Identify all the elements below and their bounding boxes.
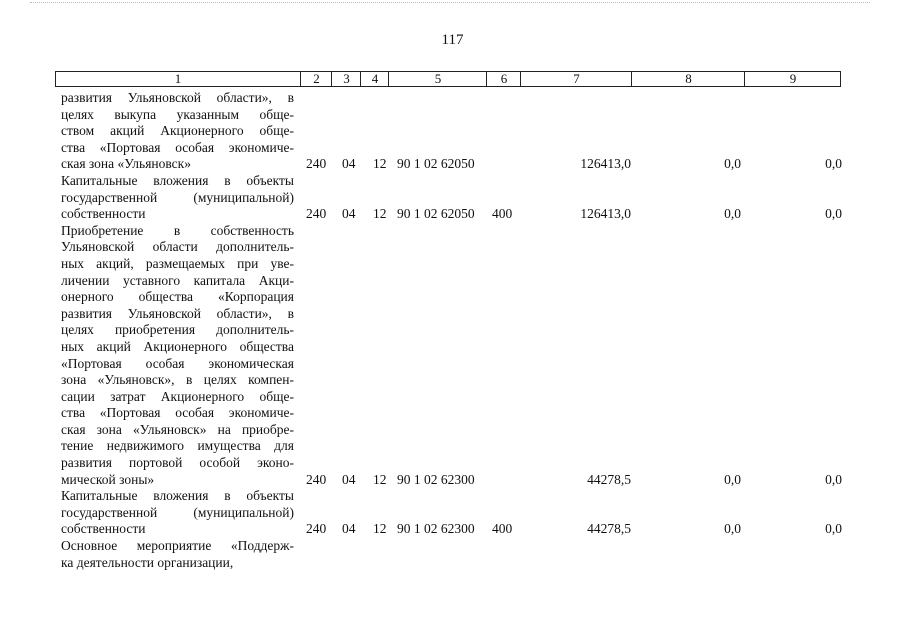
cell-col-2: 240 [306,471,327,487]
cell-col-7: 126413,0 [580,156,631,172]
description-line: ства «Портовая особая экономиче- [61,139,294,155]
description-line: развития Ульяновской области», в [61,305,294,321]
cell-col-5: 90 1 02 62050 [397,156,475,172]
cell-col-4: 12 [373,156,387,172]
cell-col-7: 44278,5 [587,521,631,537]
scan-edge-noise [30,2,870,4]
table-row [61,173,851,223]
cell-col-4: 12 [373,471,387,487]
description-line: развития Ульяновской области», в [61,90,294,105]
header-col-3: 3 [331,72,361,86]
description-line: государственной (муниципальной) [61,189,294,205]
description-line: Основное мероприятие «Поддерж- [61,538,294,554]
header-col-6: 6 [486,72,521,86]
cell-col-9: 0,0 [825,521,842,537]
row-description [61,488,294,538]
description-line: сации затрат Акционерного обще- [61,388,294,404]
cell-col-5: 90 1 02 62050 [397,206,475,222]
cell-col-3: 04 [342,521,356,537]
cell-col-9: 0,0 [825,156,842,172]
description-line: «Портовая особая экономическая [61,355,294,371]
cell-col-8: 0,0 [724,206,741,222]
description-line: онерного общества «Корпорация [61,289,294,305]
cell-col-8: 0,0 [724,471,741,487]
row-description [61,223,294,489]
description-line: собственности [61,521,146,537]
table-row [61,488,851,538]
cell-col-2: 240 [306,156,327,172]
cell-col-4: 12 [373,521,387,537]
description-line: ных акций, размещаемых при уве- [61,255,294,271]
table-row [61,538,851,571]
description-line: зона «Ульяновск», в целях компен- [61,372,294,388]
cell-col-9: 0,0 [825,206,842,222]
description-line: развития портовой особой эконо- [61,455,294,471]
description-line: ская зона «Ульяновск» [61,156,191,172]
row-description [61,90,294,173]
cell-col-6: 400 [492,206,513,222]
description-line: целях приобретения дополнитель- [61,322,294,338]
row-description [61,538,294,571]
cell-col-5: 90 1 02 62300 [397,521,475,537]
table-body [61,90,851,571]
cell-col-2: 240 [306,206,327,222]
description-line: государственной (муниципальной) [61,504,294,520]
description-line: ская зона «Ульяновск» на приобре- [61,421,294,437]
header-col-4: 4 [360,72,389,86]
cell-col-9: 0,0 [825,471,842,487]
cell-col-3: 04 [342,156,356,172]
header-col-1: 1 [174,71,182,86]
description-line: Ульяновской области дополнитель- [61,239,294,255]
description-line: Приобретение в собственность [61,222,294,238]
description-line: Капитальные вложения в объекты [61,172,294,188]
cell-col-3: 04 [342,206,356,222]
cell-col-4: 12 [373,206,387,222]
table-header [55,71,841,87]
cell-col-7: 126413,0 [580,206,631,222]
header-col-9: 9 [744,72,841,86]
row-description [61,173,294,223]
description-line: целях выкупа указанным обще- [61,106,294,122]
description-line: ных акций Акционерного общества [61,338,294,354]
description-line: ства «Портовая особая экономиче- [61,405,294,421]
cell-col-2: 240 [306,521,327,537]
header-col-7: 7 [520,72,632,86]
cell-col-3: 04 [342,471,356,487]
table-row [61,223,851,489]
cell-col-6: 400 [492,521,513,537]
description-line: тение недвижимого имущества для [61,438,294,454]
cell-col-8: 0,0 [724,156,741,172]
description-line: ством акций Акционерного обще- [61,123,294,139]
cell-col-7: 44278,5 [587,471,631,487]
page-number: 117 [441,32,464,48]
description-line: мической зоны» [61,471,155,487]
description-line: Капитальные вложения в объекты [61,488,294,504]
cell-col-8: 0,0 [724,521,741,537]
description-line: ка деятельности организации, [61,554,234,570]
header-col-2: 2 [300,72,332,86]
description-line: собственности [61,206,146,222]
cell-col-5: 90 1 02 62300 [397,471,475,487]
description-line: личении уставного капитала Акци- [61,272,294,288]
header-col-8: 8 [631,72,745,86]
header-col-5: 5 [388,72,487,86]
table-row [61,90,851,173]
